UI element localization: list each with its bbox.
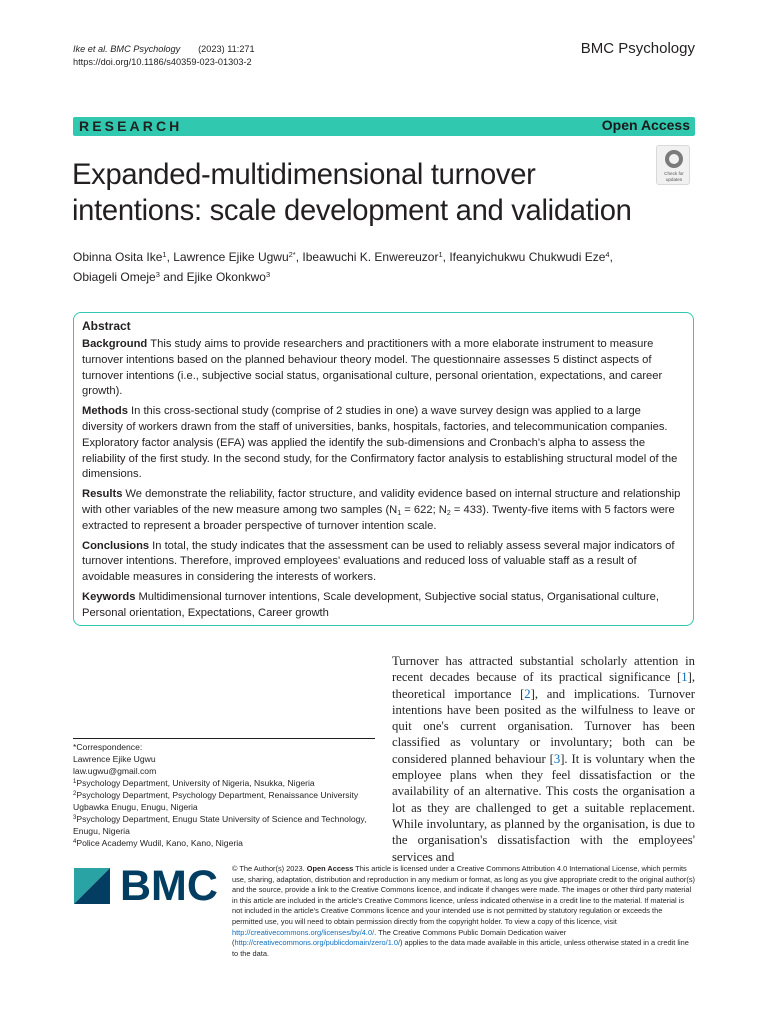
author-affiliation: 4	[605, 250, 610, 259]
author-separator: ,	[609, 250, 613, 264]
abstract-heading: Abstract	[82, 319, 131, 333]
keywords-text: Multidimensional turnover intentions, Scale development, Subjective social status, Organisational culture, Personal orientation, Expectations, Career growth	[82, 590, 659, 619]
license-open-access: Open Access	[306, 864, 354, 873]
author-name[interactable]: Obinna Osita Ike	[73, 250, 163, 264]
results-subscript: 2	[446, 509, 451, 517]
body-text-segment: ], and implications. Turnover intentions have been posited as the wilfulness to leave or quit one's current organisation. Turnover has been classified as voluntary or involuntary; both can be considered planned behaviour [	[392, 686, 695, 766]
affiliation-number: 1	[73, 779, 77, 785]
check-updates-icon	[665, 150, 683, 168]
correspondence-label: *Correspondence:	[73, 742, 143, 752]
citation-link[interactable]: 2	[524, 686, 531, 701]
abstract-background	[82, 337, 684, 400]
article-type-band	[73, 117, 695, 136]
license-text	[232, 864, 695, 959]
results-label: Results	[82, 488, 123, 501]
abstract-results	[82, 487, 684, 534]
affiliation-number: 3	[73, 815, 77, 821]
body-paragraph	[392, 653, 695, 865]
author-affiliation: 2*	[288, 250, 296, 259]
body-text-segment: ], theoretical importance [	[392, 670, 695, 701]
affiliation-text: Psychology Department, Psychology Department, Renaissance University Ugbawka Enugu, Enugu, Nigeria	[73, 790, 359, 812]
header-journal: BMC Psychology	[110, 44, 181, 54]
results-text: = 433). Twenty-five items with 5 factors were extracted to represent a broader perspective of turnover intention scale.	[82, 503, 675, 532]
author-name[interactable]: Obiageli Omeje	[73, 270, 156, 284]
affiliation-text: Psychology Department, University of Nigeria, Nsukka, Nigeria	[76, 778, 315, 788]
affiliation-item	[73, 813, 373, 837]
correspondence-email[interactable]: law.ugwu@gmail.com	[73, 766, 157, 776]
methods-text: In this cross-sectional study (comprise of 2 studies in one) a wave survey design was applied to a large diversity of workers drawn from the staff of universities, banks, hospitals, factories, and telecommunication companies. Exploratory factor analysis (EFA) was applied the identify the sub-dimensions and Cronbach's alpha to assess the reliability of the first study. In the second study, for the Confirmatory factor analysis to establishing structural model of the dimensions.	[82, 405, 678, 481]
author-name[interactable]: Ibeawuchi K. Enwereuzor	[302, 250, 439, 264]
results-text: We demonstrate the reliability, factor structure, and validity evidence based on internal structure and relationship with other variables of the new measure among two samples (N	[82, 488, 681, 516]
license-link[interactable]: http://creativecommons.org/publicdomain/zero/1.0/	[234, 938, 401, 948]
author-affiliation: 1	[438, 250, 443, 259]
affiliation-item	[73, 789, 373, 813]
running-header	[73, 43, 255, 69]
author-affiliation: 3	[265, 270, 271, 279]
article-type-label: RESEARCH	[79, 118, 183, 134]
affiliation-text: Police Academy Wudil, Kano, Kano, Nigeria	[76, 838, 243, 848]
citation-link[interactable]: 1	[681, 670, 688, 685]
author-separator: ,	[442, 250, 450, 264]
affiliation-item	[73, 837, 373, 849]
conclusions-text: In total, the study indicates that the assessment can be used to reliably assess several major indicators of turnover intentions. Therefore, improved employees' evaluations and reduced loss of valuable staff as a result of avoidable measures in considering the interests of workers.	[82, 539, 675, 584]
background-text: This study aims to provide researchers and practitioners with a more elaborate instrument to measure turnover intentions based on the planned behaviour theory model. The questionnaire assesses 5 distinct aspects of turnover intentions (i.e., subjective social status, organisational culture, personal orientation, expectations, and career growth).	[82, 338, 663, 398]
author-separator: ,	[166, 250, 174, 264]
abstract-conclusions	[82, 539, 684, 586]
license-segment: . The Creative Commons Public Domain Dedication waiver (	[232, 927, 567, 948]
open-access-label[interactable]: Open Access	[601, 117, 690, 133]
keywords-label: Keywords	[82, 590, 136, 603]
license-link[interactable]: http://creativecommons.org/licenses/by/4.0/	[232, 927, 375, 937]
author-affiliation: 3	[155, 270, 160, 279]
affiliation-number: 2	[73, 791, 77, 797]
abstract-keywords	[82, 590, 684, 622]
check-for-updates-button[interactable]	[656, 145, 690, 185]
affiliation-text: Psychology Department, Enugu State University of Science and Technology, Enugu, Nigeria	[73, 814, 367, 836]
methods-label: Methods	[82, 405, 128, 418]
author-separator: and	[159, 270, 187, 284]
conclusions-label: Conclusions	[82, 539, 150, 552]
citation-link[interactable]: 3	[553, 751, 561, 766]
affiliation-number: 4	[73, 839, 77, 845]
journal-name: BMC Psychology	[580, 40, 695, 57]
abstract-methods	[82, 404, 684, 483]
author-name[interactable]: Ifeanyichukwu Chukwudi Eze	[449, 250, 606, 264]
body-text-segment: ]. It is voluntary when the employee plans when they feel dissatisfaction or the availability of an alternative. This costs the organisation a lot as they are challenged to get a suitable replacement. While involuntary, as planned by the organisation, is due to the organisation's dissatisfaction with the employees' services and	[392, 751, 696, 864]
article-title: Expanded-multidimensional turnover intentions: scale development and validation	[72, 159, 632, 227]
background-label: Background	[82, 338, 148, 350]
author-separator: ,	[295, 250, 303, 264]
abstract-box	[73, 312, 694, 626]
footnotes	[73, 741, 373, 849]
affiliation-item	[73, 777, 373, 789]
license-segment: © The Author(s) 2023.	[232, 864, 307, 873]
bmc-logo-text: BMC	[120, 862, 218, 910]
author-name[interactable]: Lawrence Ejike Ugwu	[173, 250, 289, 264]
header-authors: Ike et al.	[73, 44, 108, 54]
results-subscript: 1	[397, 509, 402, 517]
author-affiliation: 1	[162, 250, 167, 259]
author-name[interactable]: Ejike Okonkwo	[186, 270, 266, 284]
license-segment: This article is licensed under a Creative Commons Attribution 4.0 International License, which permits use, sharing, adaptation, distribution and reproduction in any medium or format, as long as you give appropriate credit to the original author(s) and the source, provide a link to the Creative Commons licence, and indicate if changes were made. The images or other third party material in this article are included in the article's Creative Commons licence, unless indicated otherwise in a credit line to the material. If material is not included in the article's Creative Commons licence and your intended use is not permitted by statutory regulation or exceeds the permitted use, you will need to obtain permission directly from the copyright holder. To view a copy of this licence, visit	[232, 864, 695, 926]
correspondence-name: Lawrence Ejike Ugwu	[73, 754, 156, 764]
footnote-divider	[73, 738, 375, 739]
check-updates-line1: Check for	[664, 171, 684, 176]
body-text-segment: Turnover has attracted substantial scholarly attention in recent decades because of its practical significance [	[392, 654, 695, 685]
author-list	[73, 247, 633, 287]
header-doi-link[interactable]: https://doi.org/10.1186/s40359-023-01303-2	[73, 57, 252, 67]
results-text: = 622; N	[401, 503, 447, 516]
license-segment: ) applies to the data made available in this article, unless otherwise stated in a credit line to the data.	[232, 938, 689, 958]
header-year-volume: (2023) 11:271	[198, 44, 255, 54]
check-updates-line2: updates	[665, 177, 683, 182]
